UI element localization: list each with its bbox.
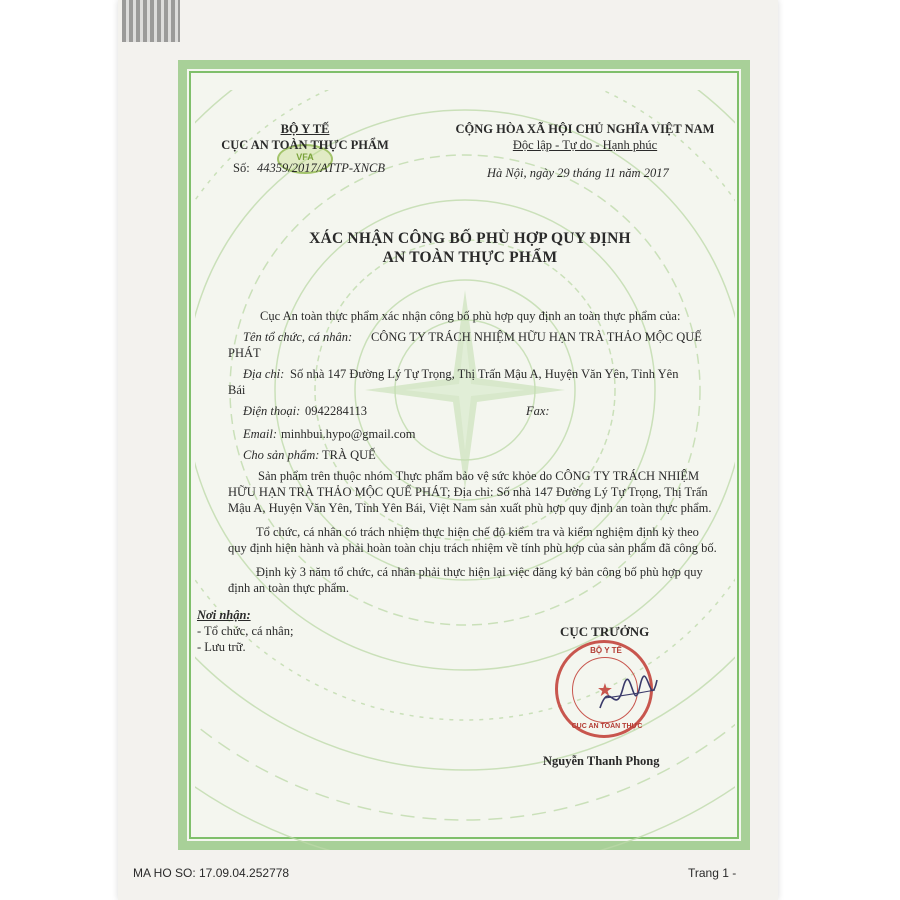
para1-line3: Mậu A, Huyện Văn Yên, Tỉnh Yên Bái, Việt Nam sản xuất phù hợp quy định an toàn thực phẩm. [228,501,712,515]
record-code: MA HO SO: 17.09.04.252778 [133,866,290,880]
seal-bottom-text: CỤC AN TOÀN THỰC [571,723,643,730]
org-name-continued: PHÁT [228,346,261,360]
signatory-name: Nguyễn Thanh Phong [543,754,660,768]
phone-value: 0942284113 [305,404,368,418]
email-label: Email: [243,427,278,441]
ref-label: Số: [233,161,250,175]
product-label: Cho sản phẩm: [243,448,320,462]
star-icon: ★ [596,680,614,700]
intro-text: Cục An toàn thực phẩm xác nhận công bố phù hợp quy định an toàn thực phẩm của: [260,309,681,323]
para2-line1: Tổ chức, cá nhân có trách nhiệm thực hiện chế độ kiểm tra và kiểm nghiệm định kỳ theo [256,525,699,539]
document-title-line1: XÁC NHẬN CÔNG BỐ PHÙ HỢP QUY ĐỊNH [309,230,631,247]
vfa-logo: VFA [277,144,333,174]
signatory-role: CỤC TRƯỞNG [560,624,650,639]
country-name: CỘNG HÒA XÃ HỘI CHỦ NGHĨA VIỆT NAM [455,122,715,136]
ref-number: 44359/2017/ATTP-XNCB [257,161,386,175]
department-name: CỤC AN TOÀN THỰC PHẨM [221,138,389,152]
phone-label: Điện thoại: [243,404,301,418]
org-name: CÔNG TY TRÁCH NHIỆM HỮU HẠN TRÀ THẢO MỘC QUẾ [371,330,702,344]
para2-line2: quy định hiện hành và phải hoàn toàn chịu trách nhiệm về tính phù hợp của sản phẩm đã công bố. [228,541,717,555]
para3-line2: định an toàn thực phẩm. [228,581,349,595]
address-value: Số nhà 147 Đường Lý Tự Trọng, Thị Trấn Mậu A, Huyện Văn Yên, Tỉnh Yên [290,367,679,381]
email-value: minhbui.hypo@gmail.com [281,427,416,441]
recipient-item: - Tổ chức, cá nhân; [197,624,294,638]
page-number: Trang 1 - [688,866,737,880]
address-label: Địa chỉ: [243,367,285,381]
handwritten-signature [595,668,665,728]
seal-top-text: BỘ Y TẾ [590,646,622,655]
para3-line1: Định kỳ 3 năm tổ chức, cá nhân phải thực hiện lại việc đăng ký bản công bố phù hợp quy [256,565,703,579]
address-value-continued: Bái [228,383,246,397]
national-motto: Độc lập - Tự do - Hạnh phúc [512,138,658,152]
product-value: TRÀ QUẾ [322,448,376,462]
recipients-label: Nơi nhận: [197,608,251,622]
ministry-name: BỘ Y TẾ [280,122,330,136]
fax-label: Fax: [526,404,550,418]
place-date: Hà Nội, ngày 29 tháng 11 năm 2017 [487,166,669,180]
org-label: Tên tổ chức, cá nhân: [243,330,353,344]
para1-line2: HỮU HẠN TRÀ THẢO MỘC QUẾ PHÁT; Địa chỉ: Số nhà 147 Đường Lý Tự Trọng, Thị Trấn [228,485,708,499]
recipient-item: - Lưu trữ. [197,640,246,654]
para1-line1: Sản phẩm trên thuộc nhóm Thực phẩm bảo vệ sức khỏe do CÔNG TY TRÁCH NHIỆM [258,469,700,483]
document-title-line2: AN TOÀN THỰC PHẨM [382,249,558,266]
